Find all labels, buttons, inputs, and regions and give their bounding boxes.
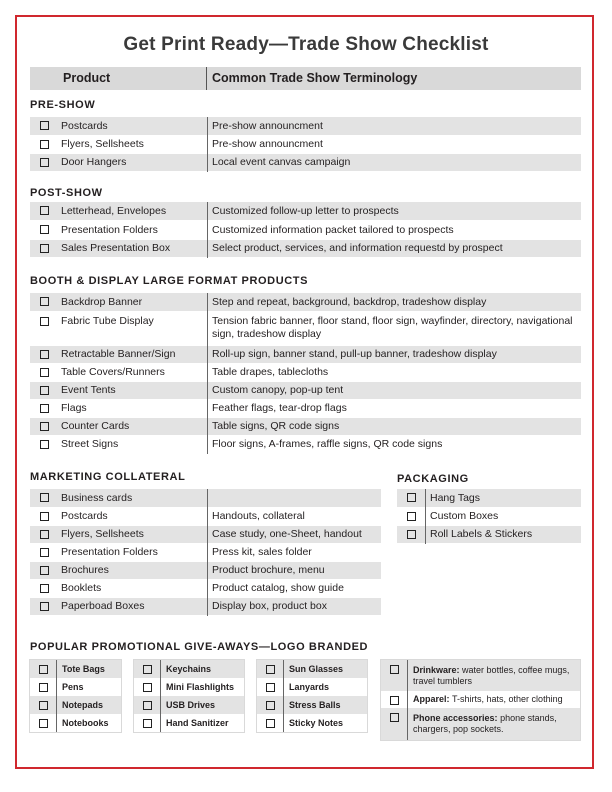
promo-item-label: Lanyards	[284, 678, 368, 696]
checkbox[interactable]	[40, 584, 49, 593]
product-name: Sales Presentation Box	[58, 239, 208, 257]
product-name: Business cards	[58, 489, 208, 507]
table-row[interactable]	[30, 399, 581, 417]
promo-item-label: USB Drives	[161, 696, 245, 714]
table-row[interactable]	[30, 507, 381, 525]
list-item[interactable]	[134, 660, 244, 678]
table-row[interactable]	[30, 202, 581, 220]
product-terms: Display box, product box	[208, 597, 382, 615]
table-row[interactable]	[30, 363, 581, 381]
product-terms: Press kit, sales folder	[208, 543, 382, 561]
list-item[interactable]	[257, 660, 367, 678]
product-terms: Feather flags, tear-drop flags	[208, 399, 582, 417]
list-item[interactable]	[257, 714, 367, 732]
product-name: Presentation Folders	[58, 220, 208, 239]
promo-item-label: Sticky Notes	[284, 714, 368, 732]
product-name: Postcards	[58, 507, 208, 525]
table-row[interactable]	[30, 489, 381, 507]
promo-item-label: Notepads	[57, 696, 122, 714]
checkbox[interactable]	[40, 140, 49, 149]
promo-item-label: Hand Sanitizer	[161, 714, 245, 732]
product-terms: Table signs, QR code signs	[208, 417, 582, 435]
product-name: Postcards	[58, 117, 208, 135]
table-row[interactable]	[30, 381, 581, 399]
checkbox[interactable]	[407, 530, 416, 539]
product-terms: Product catalog, show guide	[208, 579, 382, 597]
promo-item-detail: water bottles, coffee mugs, travel tumblers	[413, 664, 570, 686]
promo-item-detail: phone stands, chargers, pop sockets.	[413, 713, 557, 734]
table-row[interactable]	[30, 153, 581, 171]
table-row[interactable]	[30, 597, 381, 615]
promo-item-label: Notebooks	[57, 714, 122, 732]
product-name: Street Signs	[58, 435, 208, 453]
product-name: Fabric Tube Display	[58, 311, 208, 345]
list-item[interactable]	[381, 660, 580, 691]
promo-column-4	[381, 660, 580, 740]
list-item[interactable]	[381, 708, 580, 740]
checkbox[interactable]	[143, 719, 152, 728]
list-item[interactable]	[30, 696, 121, 714]
product-terms: Local event canvas campaign	[208, 153, 582, 171]
checkbox[interactable]	[390, 696, 399, 705]
table-row[interactable]	[30, 561, 381, 579]
product-name: Letterhead, Envelopes	[58, 202, 208, 220]
checkbox[interactable]	[40, 602, 49, 611]
checkbox[interactable]	[40, 386, 49, 395]
checkbox[interactable]	[40, 422, 49, 431]
promo-item-label: Stress Balls	[284, 696, 368, 714]
product-name: Booklets	[58, 579, 208, 597]
promo-item-label: Sun Glasses	[284, 660, 368, 678]
checkbox[interactable]	[40, 548, 49, 557]
table-header	[30, 67, 581, 90]
promo-item-detail: T-shirts, hats, other clothing	[452, 694, 563, 704]
list-item[interactable]	[381, 691, 580, 708]
promo-item-label: Phone accessories:	[413, 713, 498, 723]
table-row[interactable]	[30, 117, 581, 135]
checkbox[interactable]	[143, 683, 152, 692]
table-row[interactable]	[30, 311, 581, 345]
list-item[interactable]	[257, 696, 367, 714]
promo-column-2	[134, 660, 244, 732]
product-terms	[208, 489, 382, 507]
checkbox[interactable]	[40, 530, 49, 539]
checkbox[interactable]	[390, 713, 399, 722]
promo-column-1	[30, 660, 121, 732]
checkbox[interactable]	[39, 701, 48, 710]
header-product: Product	[30, 67, 207, 90]
product-terms: Customized follow-up letter to prospects	[208, 202, 582, 220]
list-item[interactable]	[134, 714, 244, 732]
promo-item-label: Tote Bags	[57, 660, 122, 678]
checkbox[interactable]	[390, 665, 399, 674]
checkbox[interactable]	[39, 683, 48, 692]
booth-table	[30, 293, 581, 454]
product-name: Brochures	[58, 561, 208, 579]
checkbox[interactable]	[40, 317, 49, 326]
section-heading-booth: BOOTH & DISPLAY LARGE FORMAT PRODUCTS	[30, 275, 309, 287]
list-item[interactable]	[134, 678, 244, 696]
product-terms: Case study, one-Sheet, handout	[208, 525, 382, 543]
list-item[interactable]	[30, 714, 121, 732]
checkbox[interactable]	[266, 683, 275, 692]
list-item[interactable]	[257, 678, 367, 696]
product-terms: Table drapes, tablecloths	[208, 363, 582, 381]
product-name: Flyers, Sellsheets	[58, 525, 208, 543]
checkbox[interactable]	[266, 701, 275, 710]
table-row[interactable]	[30, 239, 581, 257]
product-name: Custom Boxes	[426, 507, 582, 525]
checkbox[interactable]	[40, 350, 49, 359]
list-item[interactable]	[30, 660, 121, 678]
product-terms: Roll-up sign, banner stand, pull-up banner, tradeshow display	[208, 345, 582, 363]
product-name: Presentation Folders	[58, 543, 208, 561]
product-terms: Floor signs, A-frames, raffle signs, QR code signs	[208, 435, 582, 453]
promo-item-label: Apparel:	[413, 694, 450, 704]
section-heading-postshow: POST-SHOW	[30, 187, 103, 199]
checkbox[interactable]	[266, 665, 275, 674]
checkbox[interactable]	[40, 206, 49, 215]
checkbox[interactable]	[407, 512, 416, 521]
product-name: Counter Cards	[58, 417, 208, 435]
checkbox[interactable]	[266, 719, 275, 728]
product-terms: Step and repeat, background, backdrop, tradeshow display	[208, 293, 582, 311]
promo-item-label: Drinkware:	[413, 664, 460, 675]
table-row[interactable]	[397, 489, 581, 507]
product-terms: Pre-show announcment	[208, 135, 582, 153]
marketing-table	[30, 489, 381, 616]
product-name: Retractable Banner/Sign	[58, 345, 208, 363]
table-row[interactable]	[30, 220, 581, 239]
table-row[interactable]	[30, 135, 581, 153]
checkbox[interactable]	[40, 158, 49, 167]
checkbox[interactable]	[40, 121, 49, 130]
section-heading-marketing: MARKETING COLLATERAL	[30, 471, 186, 483]
preshow-table	[30, 117, 581, 172]
product-name: Roll Labels & Stickers	[426, 525, 582, 543]
section-heading-preshow: PRE-SHOW	[30, 99, 96, 111]
checkbox[interactable]	[40, 440, 49, 449]
checkbox[interactable]	[143, 665, 152, 674]
postshow-table	[30, 202, 581, 258]
checkbox[interactable]	[39, 665, 48, 674]
table-row[interactable]	[30, 345, 581, 363]
table-row[interactable]	[30, 543, 381, 561]
table-row[interactable]	[30, 293, 581, 311]
promo-item-label: Mini Flashlights	[161, 678, 245, 696]
product-name: Event Tents	[58, 381, 208, 399]
table-row[interactable]	[30, 417, 581, 435]
checkbox[interactable]	[40, 566, 49, 575]
checkbox[interactable]	[40, 512, 49, 521]
table-row[interactable]	[30, 525, 381, 543]
table-row[interactable]	[30, 435, 581, 453]
product-name: Backdrop Banner	[58, 293, 208, 311]
list-item[interactable]	[134, 696, 244, 714]
checkbox[interactable]	[39, 719, 48, 728]
product-name: Flyers, Sellsheets	[58, 135, 208, 153]
list-item[interactable]	[30, 678, 121, 696]
checkbox[interactable]	[40, 297, 49, 306]
product-name: Hang Tags	[426, 489, 582, 507]
product-name: Door Hangers	[58, 153, 208, 171]
checkbox[interactable]	[40, 225, 49, 234]
header-terminology: Common Trade Show Terminology	[212, 71, 418, 85]
product-terms: Product brochure, menu	[208, 561, 382, 579]
product-name: Table Covers/Runners	[58, 363, 208, 381]
product-terms: Pre-show announcment	[208, 117, 582, 135]
checkbox[interactable]	[40, 404, 49, 413]
product-terms: Tension fabric banner, floor stand, floor sign, wayfinder, directory, navigational sign, tradeshow display	[208, 311, 582, 345]
promo-item-label: Pens	[57, 678, 122, 696]
section-heading-promo: POPULAR PROMOTIONAL GIVE-AWAYS—LOGO BRANDED	[30, 641, 369, 653]
table-row[interactable]	[397, 525, 581, 543]
section-heading-packaging: PACKAGING	[397, 473, 469, 485]
table-row[interactable]	[30, 579, 381, 597]
promo-item-label: Keychains	[161, 660, 245, 678]
product-terms: Custom canopy, pop-up tent	[208, 381, 582, 399]
checkbox[interactable]	[40, 244, 49, 253]
product-terms: Select product, services, and information requestd by prospect	[208, 239, 582, 257]
table-row[interactable]	[397, 507, 581, 525]
page-title: Get Print Ready—Trade Show Checklist	[123, 34, 489, 55]
checkbox[interactable]	[40, 493, 49, 502]
checkbox[interactable]	[40, 368, 49, 377]
product-name: Paperboad Boxes	[58, 597, 208, 615]
product-terms: Handouts, collateral	[208, 507, 382, 525]
promo-column-3	[257, 660, 367, 732]
checkbox[interactable]	[407, 493, 416, 502]
product-name: Flags	[58, 399, 208, 417]
packaging-table	[397, 489, 581, 544]
checkbox[interactable]	[143, 701, 152, 710]
product-terms: Customized information packet tailored to prospects	[208, 220, 582, 239]
